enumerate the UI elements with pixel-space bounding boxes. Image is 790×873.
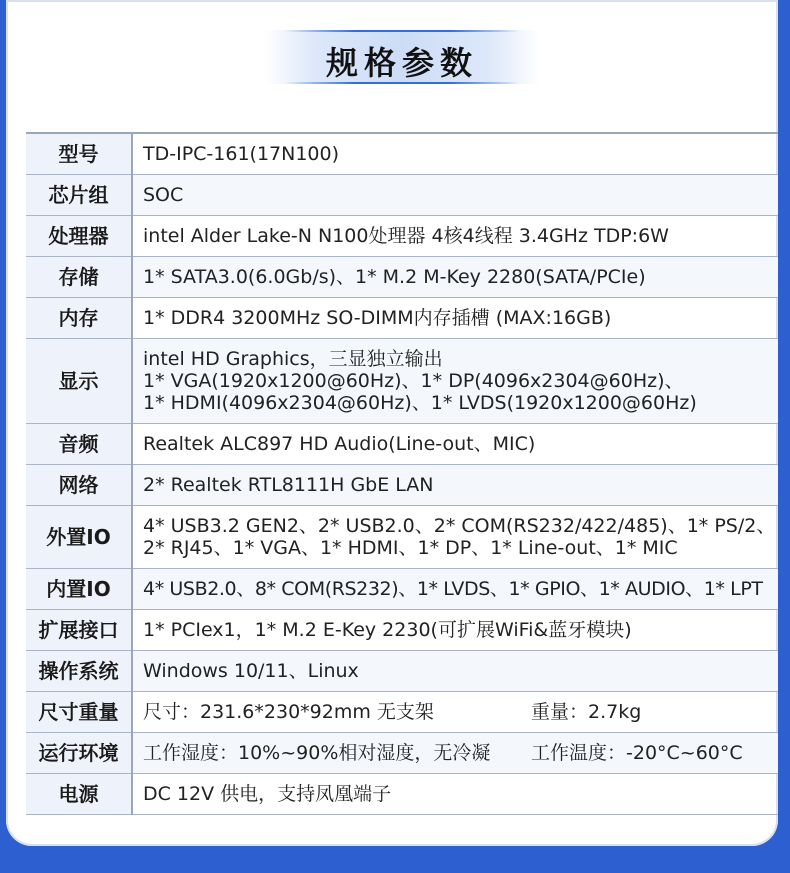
spec-key: 显示 [26, 339, 132, 424]
table-row [26, 506, 778, 569]
spec-card [6, 0, 778, 846]
spec-key: 存储 [26, 257, 132, 298]
spec-value: 4* USB3.2 GEN2、2* USB2.0、2* COM(RS232/422/485)、1* PS/2、 2* RJ45、1* VGA、1* HDMI、1* DP、1* Line-out、1* MIC [132, 506, 778, 569]
spec-key: 型号 [26, 133, 132, 175]
weight-value: 重量：2.7kg [531, 701, 642, 723]
spec-key: 尺寸重量 [26, 692, 132, 733]
table-row [26, 733, 778, 774]
spec-table [26, 132, 778, 815]
spec-key: 音频 [26, 424, 132, 465]
spec-key: 芯片组 [26, 175, 132, 216]
table-row [26, 424, 778, 465]
size-value: 尺寸：231.6*230*92mm 无支架 [143, 701, 434, 723]
spec-key: 内置IO [26, 569, 132, 610]
page-title: 规格参数 [325, 44, 478, 82]
spec-key: 内存 [26, 298, 132, 339]
table-row [26, 298, 778, 339]
spec-value: DC 12V 供电，支持凤凰端子 [132, 774, 778, 815]
table-row [26, 610, 778, 651]
spec-value: Windows 10/11、Linux [132, 651, 778, 692]
spec-value: intel Alder Lake-N N100处理器 4核4线程 3.4GHz TDP:6W [132, 216, 778, 257]
humidity-value: 工作湿度：10%~90%相对湿度，无冷凝 [143, 742, 491, 764]
spec-key: 扩展接口 [26, 610, 132, 651]
table-row [26, 133, 778, 175]
table-row [26, 175, 778, 216]
spec-value: 2* Realtek RTL8111H GbE LAN [132, 465, 778, 506]
spec-value: 1* PCIex1，1* M.2 E-Key 2230(可扩展WiFi&蓝牙模块) [132, 610, 778, 651]
table-row [26, 257, 778, 298]
temperature-value: 工作温度：-20°C~60°C [531, 742, 743, 764]
spec-key: 处理器 [26, 216, 132, 257]
spec-value: SOC [132, 175, 778, 216]
table-row [26, 339, 778, 424]
table-row [26, 465, 778, 506]
table-row [26, 569, 778, 610]
spec-value: Realtek ALC897 HD Audio(Line-out、MIC) [132, 424, 778, 465]
spec-key: 外置IO [26, 506, 132, 569]
spec-value: intel HD Graphics，三显独立输出 1* VGA(1920x1200@60Hz)、1* DP(4096x2304@60Hz)、 1* HDMI(4096x2304@60Hz)、1* LVDS(1920x1200@60Hz) [132, 339, 778, 424]
spec-key: 运行环境 [26, 733, 132, 774]
spec-key: 网络 [26, 465, 132, 506]
spec-value [132, 733, 778, 774]
title-banner [264, 30, 540, 84]
spec-value: 1* DDR4 3200MHz SO-DIMM内存插槽 (MAX:16GB) [132, 298, 778, 339]
table-row [26, 216, 778, 257]
table-row [26, 651, 778, 692]
table-row [26, 774, 778, 815]
spec-key: 操作系统 [26, 651, 132, 692]
spec-value: TD-IPC-161(17N100) [132, 133, 778, 175]
spec-key: 电源 [26, 774, 132, 815]
spec-value: 1* SATA3.0(6.0Gb/s)、1* M.2 M-Key 2280(SATA/PCIe) [132, 257, 778, 298]
table-row [26, 692, 778, 733]
spec-value: 4* USB2.0、8* COM(RS232)、1* LVDS、1* GPIO、1* AUDIO、1* LPT [132, 569, 778, 610]
spec-value [132, 692, 778, 733]
